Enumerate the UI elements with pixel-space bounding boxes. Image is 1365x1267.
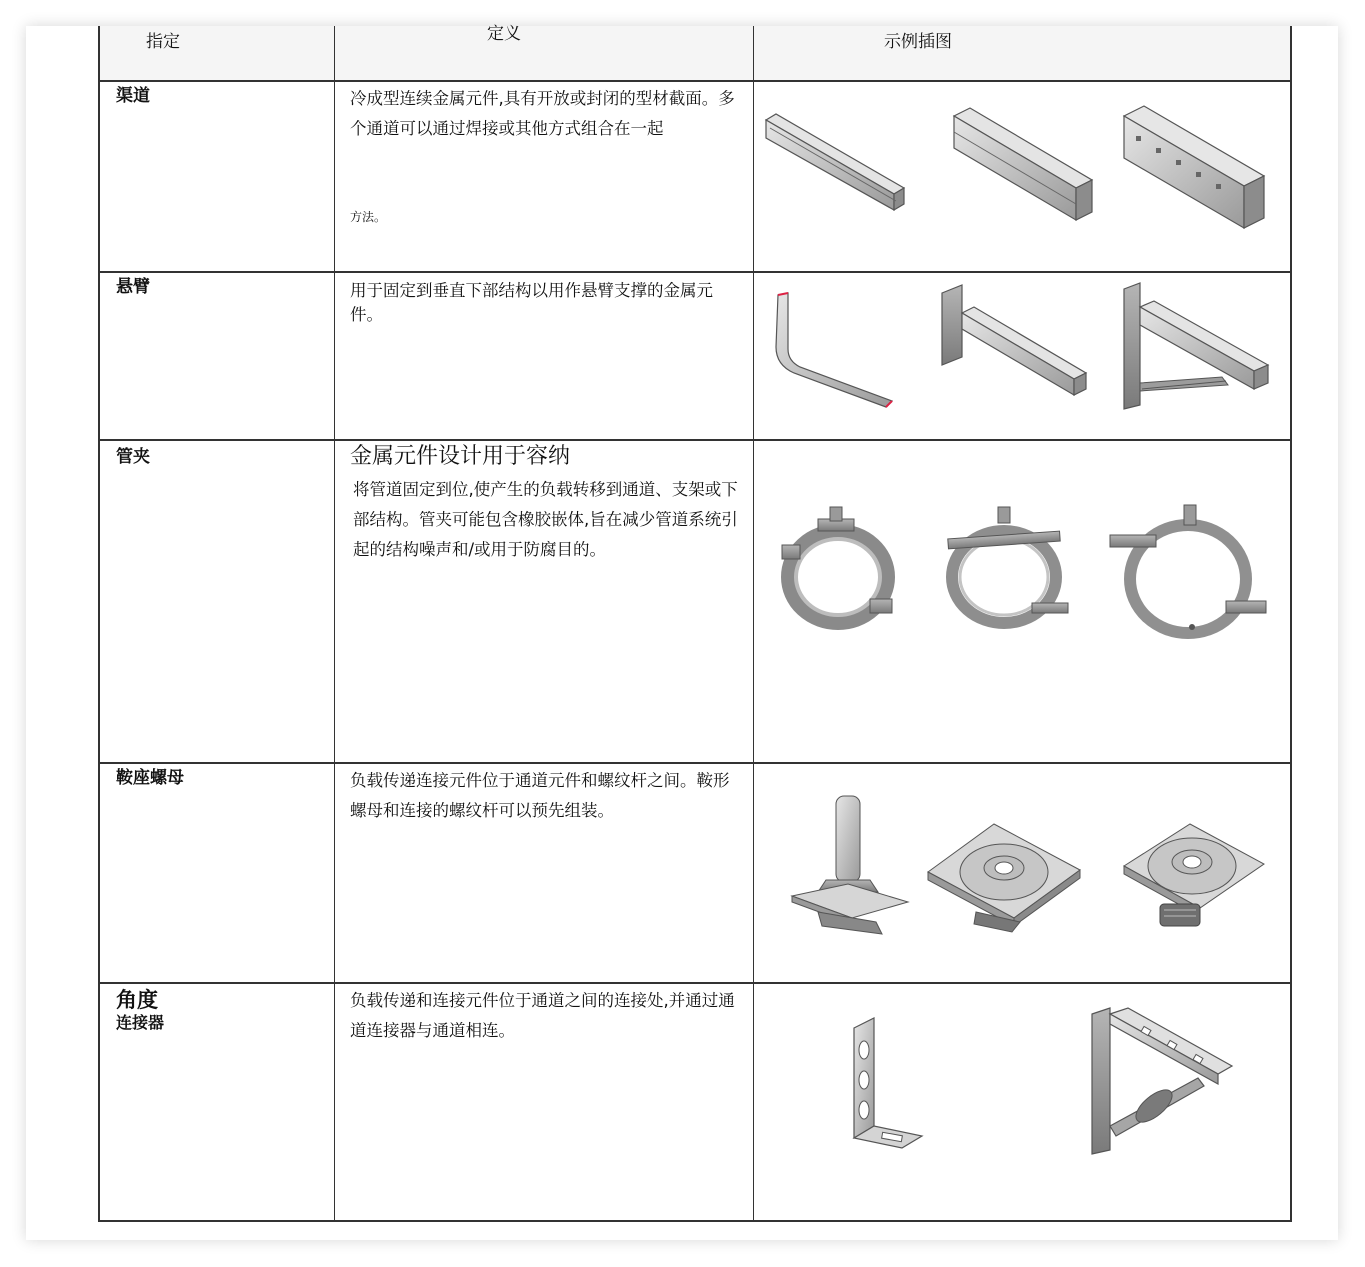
header-cell-designation [100, 26, 335, 80]
definition-text: 冷成型连续金属元件,具有开放或封闭的型材截面。多个通道可以通过焊接或其他方式组合在一起 [350, 89, 735, 138]
definition-note: 方法。 [350, 210, 387, 224]
saddle-nut-round-icon [1120, 818, 1268, 936]
bent-arm-icon [768, 289, 898, 411]
channel-slotted-icon [1118, 102, 1268, 232]
term-label [116, 988, 164, 1032]
header-illustration: 示例插图 [884, 32, 952, 52]
table-header-row [98, 26, 1292, 82]
table-row [98, 82, 1292, 273]
term-label: 渠道 [116, 86, 150, 106]
term-label-line2: 连接器 [116, 1013, 165, 1033]
pipe-clamp-icon [938, 505, 1078, 633]
table-row [98, 273, 1292, 441]
pipe-clamp-plain-icon [1106, 501, 1270, 641]
header-definition: 定义 [487, 24, 521, 44]
saddle-nut-plate-icon [924, 820, 1084, 936]
saddle-nut-rod-icon [788, 794, 912, 940]
table-row [98, 984, 1292, 1222]
pipe-clamp-lined-icon [778, 505, 902, 633]
header-designation: 指定 [146, 32, 180, 52]
term-label: 管夹 [116, 447, 150, 467]
definition-lead: 金属元件设计用于容纳 [350, 444, 571, 469]
channel-single-icon [762, 102, 908, 212]
channel-double-icon [950, 102, 1096, 224]
definition-text: 将管道固定到位,使产生的负载转移到通道、支架或下部结构。管夹可能包含橡胶嵌体,旨在减少管道系统引起的结构噪声和/或用于防腐目的。 [353, 480, 738, 559]
triangle-bracket-icon [1088, 1006, 1234, 1158]
table-row [98, 764, 1292, 984]
definition-text: 负载传递和连接元件位于通道之间的连接处,并通过通道连接器与通道相连。 [350, 991, 735, 1040]
term-label: 悬臂 [116, 277, 150, 297]
definition-text: 负载传递连接元件位于通道元件和螺纹杆之间。鞍形螺母和连接的螺纹杆可以预先组装。 [350, 771, 730, 820]
header-cell-definition [335, 26, 754, 80]
definition-text: 用于固定到垂直下部结构以用作悬臂支撑的金属元件。 [350, 281, 713, 324]
angle-connector-icon [848, 1014, 928, 1150]
header-cell-illustration [754, 26, 1290, 80]
definitions-table [98, 26, 1292, 1222]
term-label-line1: 角度 [116, 988, 158, 1012]
term-label: 鞍座螺母 [116, 768, 184, 788]
table-row [98, 441, 1292, 764]
braced-bracket-icon [1118, 281, 1270, 411]
cantilever-arm-icon [938, 283, 1088, 401]
